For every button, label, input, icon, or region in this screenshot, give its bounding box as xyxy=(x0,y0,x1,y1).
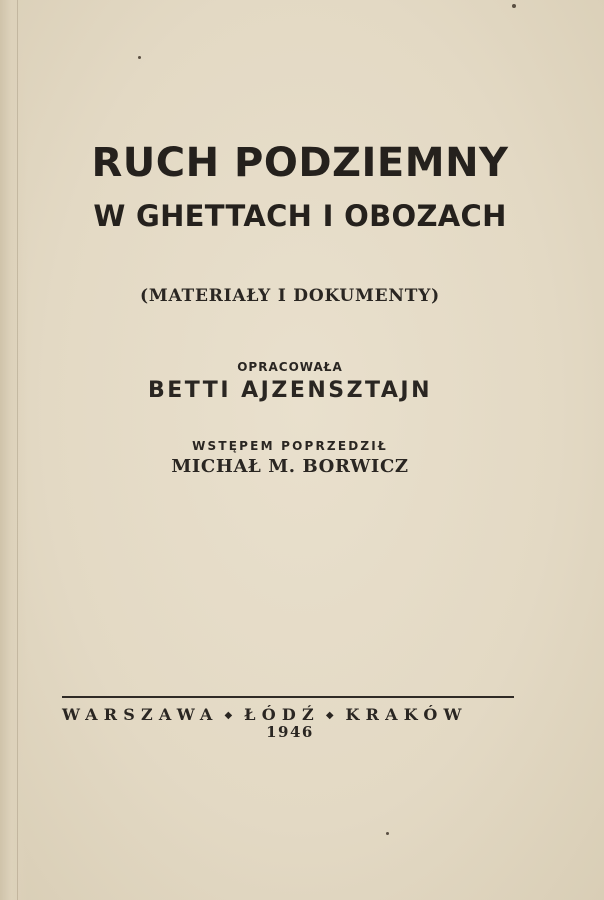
imprint-city: KRAKÓW xyxy=(345,705,468,724)
paper-speck xyxy=(512,4,516,8)
diamond-separator-icon: ◆ xyxy=(224,710,233,721)
imprint-city: WARSZAWA xyxy=(62,705,219,724)
imprint-cities xyxy=(62,705,520,724)
book-title-line-2: W GHETTACH I OBOZACH xyxy=(93,199,507,233)
paper-speck xyxy=(386,832,389,835)
book-subtitle: (MATERIAŁY I DOKUMENTY) xyxy=(140,286,440,306)
imprint-city: ŁÓDŹ xyxy=(244,705,320,724)
introduction-author: MICHAŁ M. BORWICZ xyxy=(171,456,409,477)
editor-name: BETTI AJZENSZTAJN xyxy=(148,378,432,403)
imprint-rule xyxy=(62,696,514,698)
fold-line xyxy=(17,0,18,900)
introduction-label: WSTĘPEM POPRZEDZIŁ xyxy=(192,439,388,453)
book-title-line-1: RUCH PODZIEMNY xyxy=(91,140,509,186)
publication-year: 1946 xyxy=(266,723,314,741)
diamond-separator-icon: ◆ xyxy=(325,710,334,721)
editor-label: OPRACOWAŁA xyxy=(237,360,343,374)
paper-speck xyxy=(138,56,141,59)
